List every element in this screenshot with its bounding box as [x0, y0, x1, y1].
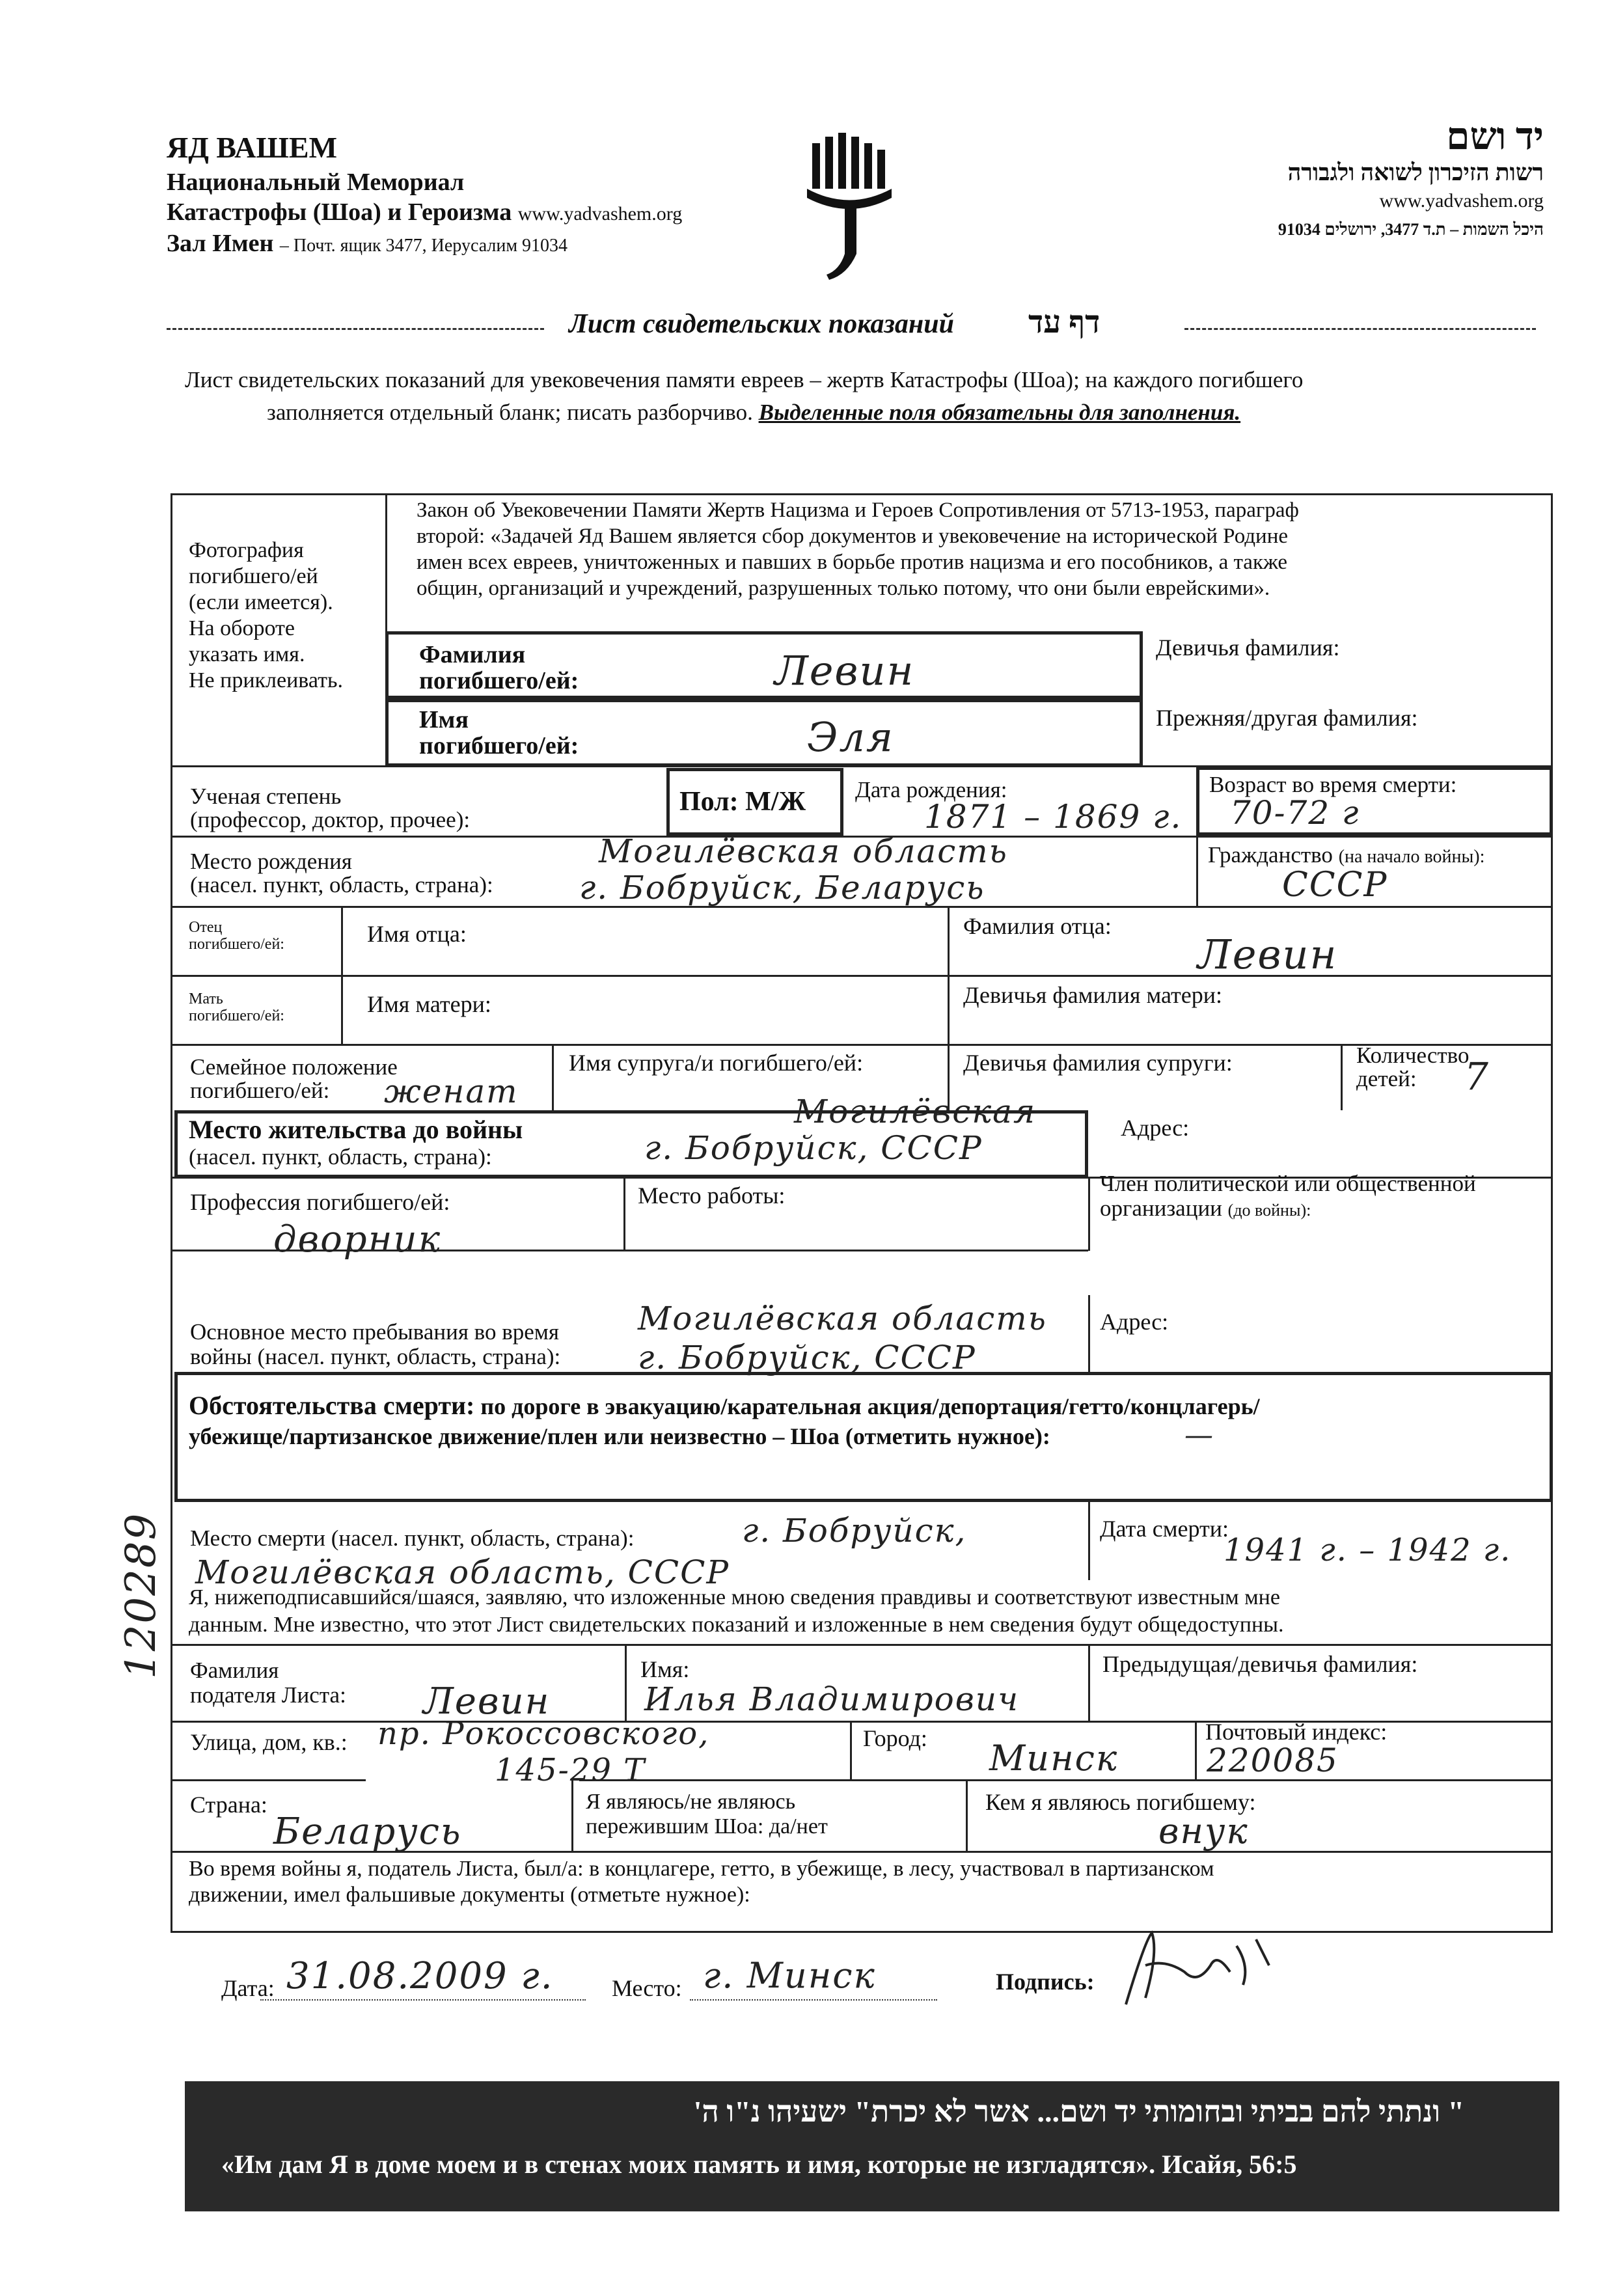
maiden-name-label: Девичья фамилия: — [1156, 635, 1340, 661]
other-name-label: Прежняя/другая фамилия: — [1156, 705, 1418, 731]
residence-label: Место жительства до войны — [189, 1115, 523, 1144]
submitter-street-value-line: 145-29 Т — [495, 1752, 646, 1788]
submitter-street-value-line: пр. Рокоссовского, — [377, 1715, 710, 1752]
law-text-line: общин, организаций и учреждений, разрушенных только потому, что они были еврейскими». — [417, 577, 1270, 600]
photo-note-line: указать имя. — [189, 642, 305, 666]
title-rule-right — [1184, 328, 1536, 330]
signature-date-value: 31.08.2009 г. — [286, 1955, 554, 1997]
header-ru-line3 — [167, 198, 682, 226]
title-he: דף עד — [1028, 305, 1101, 340]
residence-value-line: г. Бобруйск, СССР — [644, 1129, 983, 1167]
wartime-address-label: Адрес: — [1100, 1309, 1169, 1335]
victim-firstname-label — [419, 707, 579, 759]
survivor-label — [586, 1790, 828, 1839]
header-ru-org: ЯД ВАШЕМ — [167, 131, 337, 164]
wartime-place-value — [638, 1299, 1047, 1377]
signature-scribble — [1106, 1926, 1302, 2017]
membership-label-line2 — [1100, 1196, 1476, 1223]
cell-divider — [552, 1044, 554, 1110]
row-line — [171, 906, 1553, 908]
signature-label: Подпись: — [996, 1969, 1095, 1995]
membership-label-text: организации — [1100, 1196, 1222, 1221]
submitter-country-value: Беларусь — [273, 1811, 462, 1853]
law-text — [417, 497, 1299, 601]
cell-divider — [966, 1779, 968, 1851]
signature-place-label: Место: — [612, 1975, 682, 2001]
header-ru-line2: Национальный Мемориал — [167, 169, 465, 196]
intro-mandatory-note: Выделенные поля обязательны для заполнения. — [758, 400, 1241, 425]
circumstances-value: — — [1184, 1419, 1214, 1452]
row-line — [171, 1644, 1553, 1646]
death-date-label: Дата смерти: — [1100, 1516, 1229, 1542]
footer-quote-he: " ונתתי להם בביתי ובחומותי יד ושם... אשר לא יכרת" ישעיהו נ"ו ה' — [693, 2095, 1464, 2128]
profession-label: Профессия погибшего/ей: — [190, 1189, 450, 1215]
relation-value: внук — [1158, 1811, 1249, 1852]
victim-surname-label-line: погибшего/ей: — [419, 667, 579, 694]
survivor-label-line: Я являюсь/не являюсь — [586, 1790, 796, 1814]
children-value: 7 — [1464, 1054, 1490, 1099]
wartime-place-value-line: г. Бобруйск, СССР — [638, 1339, 976, 1376]
photo-note-line: Фотография — [189, 538, 304, 562]
mother-tag-line: Мать — [189, 991, 223, 1007]
citizenship-note: (на начало войны): — [1338, 847, 1485, 867]
residence-value — [644, 1093, 1036, 1166]
submitter-country-label: Страна: — [190, 1792, 267, 1818]
submitter-wartime-label-line: движении, имел фальшивые документы (отметьте нужное): — [189, 1883, 750, 1907]
children-label-line: Количество — [1356, 1043, 1470, 1068]
father-tag — [189, 919, 284, 953]
header-ru-hall-line — [167, 229, 568, 258]
signature-place-line — [690, 1999, 937, 2001]
family-status-value: женат — [384, 1073, 519, 1110]
family-status-label-line: Семейное положение — [190, 1054, 398, 1080]
cell-divider — [1088, 1644, 1090, 1721]
victim-surname-label — [419, 642, 579, 694]
birthplace-label — [190, 850, 493, 897]
row-line — [579, 1779, 1553, 1781]
row-line — [171, 1250, 1088, 1251]
declaration — [189, 1584, 1284, 1639]
residence-value-line: Могилёвская — [794, 1093, 1037, 1130]
submitter-street-label: Улица, дом, кв.: — [190, 1729, 348, 1755]
signature-place-value: г. Минск — [703, 1955, 876, 1996]
photo-note-line: Не приклеивать. — [189, 668, 343, 692]
circumstances-label: Обстоятельства смерти: — [189, 1391, 475, 1420]
victim-surname-value: Левин — [774, 647, 915, 694]
submitter-surname-label-line: Фамилия — [190, 1658, 279, 1683]
cell-divider — [1088, 1295, 1090, 1372]
law-text-line: второй: «Задачей Яд Вашем является сбор документов и увековечение на исторической Родине — [417, 525, 1289, 548]
father-surname-label: Фамилия отца: — [963, 913, 1112, 939]
cell-divider — [1195, 1721, 1197, 1779]
cell-divider — [850, 1721, 852, 1779]
membership-note: (до войны): — [1227, 1201, 1311, 1220]
row-line — [171, 1851, 1553, 1853]
cell-divider — [1088, 1502, 1090, 1580]
header-he-line2: רשות הזיכרון לשואה ולגבורה — [1287, 159, 1544, 185]
workplace-label: Место работы: — [638, 1182, 786, 1209]
declaration-line: данным. Мне известно, что этот Лист свидетельских показаний и изложенные в нем сведения будут общедоступны. — [189, 1613, 1284, 1637]
submitter-wartime-label — [189, 1856, 1214, 1908]
death-place-value-line: Могилёвская область, СССР — [195, 1553, 730, 1591]
victim-firstname-label-line: Имя — [419, 706, 469, 733]
birthplace-value — [579, 832, 1008, 907]
submitter-surname-label-line: подателя Листа: — [190, 1682, 346, 1708]
membership-label — [1100, 1171, 1476, 1223]
photo-note-line: погибшего/ей — [189, 564, 318, 588]
row-line — [171, 975, 1553, 977]
cell-divider — [625, 1644, 627, 1721]
mother-tag — [189, 991, 284, 1024]
birth-date-label: Дата рождения: — [855, 777, 1007, 802]
circumstances-options2: убежище/партизанское движение/плен или неизвестно – Шоа (отметить нужное): — [189, 1423, 1050, 1449]
death-date-value: 1941 г. – 1942 г. — [1224, 1532, 1512, 1568]
age-value: 70-72 г — [1230, 794, 1360, 832]
family-status-label — [190, 1056, 398, 1102]
header-ru-line3-text: Катастрофы (Шоа) и Героизма — [167, 198, 512, 226]
citizenship-label-wrap — [1208, 842, 1484, 868]
intro-line2-wrap — [267, 400, 1240, 426]
birthplace-value-line: Могилёвская область — [599, 832, 1008, 870]
yad-vashem-logo — [800, 130, 898, 280]
wartime-place-label-line: Основное место пребывания во время — [190, 1319, 560, 1345]
birthplace-value-line: г. Бобруйск, Беларусь — [579, 869, 985, 907]
victim-firstname-value: Эля — [807, 713, 894, 761]
birth-date-value: 1871 – 1869 г. — [924, 798, 1183, 836]
signature-date-label: Дата: — [221, 1975, 275, 2001]
wartime-place-label-line: войны (насел. пункт, область, страна): — [190, 1344, 561, 1369]
father-surname-value: Левин — [1197, 931, 1338, 978]
header-he-org: יד ושם — [1446, 115, 1544, 157]
death-place-label: Место смерти (насел. пункт, область, страна): — [190, 1525, 635, 1551]
cell-divider — [1341, 1044, 1343, 1110]
spouse-name-label: Имя супруга/и погибшего/ей: — [569, 1050, 864, 1076]
intro-line2: заполняется отдельный бланк; писать разборчиво. — [267, 400, 753, 425]
submitter-city-label: Город: — [863, 1725, 927, 1751]
photo-note — [189, 538, 343, 694]
age-label: Возраст во время смерти: — [1209, 772, 1457, 797]
submitter-wartime-label-line: Во время войны я, податель Листа, был/а: в концлагере, гетто, в убежище, в лесу, участвовал в партизанском — [189, 1857, 1214, 1881]
circumstances-line1 — [189, 1390, 1260, 1421]
degree-label-line: Ученая степень — [190, 784, 342, 809]
submitter-prev-name-label: Предыдущая/девичья фамилия: — [1102, 1651, 1418, 1677]
sex-label: Пол: М/Ж — [679, 787, 806, 817]
wartime-place-value-line: Могилёвская область — [638, 1300, 1047, 1337]
submitter-surname-label — [190, 1658, 346, 1708]
photo-note-line: (если имеется). — [189, 590, 333, 614]
birthplace-label-line: Место рождения — [190, 849, 352, 874]
relation-label: Кем я являюсь погибшему: — [985, 1789, 1256, 1815]
survivor-label-line: пережившим Шоа: да/нет — [586, 1814, 828, 1838]
children-label-line: детей: — [1356, 1066, 1417, 1091]
declaration-line: Я, нижеподписавшийся/шаяся, заявляю, что изложенные мною сведения правдивы и соответствуют известным мне — [189, 1585, 1280, 1609]
death-place-value — [182, 1510, 966, 1593]
wartime-place-label — [190, 1320, 560, 1369]
circumstances-options1: по дороге в эвакуацию/карательная акция/депортация/гетто/концлагерь/ — [480, 1393, 1260, 1419]
birthplace-label-line: (насел. пункт, область, страна): — [190, 872, 493, 897]
law-text-line: Закон об Увековечении Памяти Жертв Нацизма и Героев Сопротивления от 5713-1953, параграф — [417, 499, 1299, 522]
father-name-label: Имя отца: — [367, 921, 467, 947]
title-ru: Лист свидетельских показаний — [569, 309, 954, 339]
side-registration-number: 120289 — [117, 1512, 165, 1679]
submitter-name-value: Илья Владимирович — [644, 1680, 1020, 1718]
spouse-maiden-label: Девичья фамилия супруги: — [963, 1050, 1233, 1076]
membership-label-line: Член политической или общественной — [1100, 1171, 1476, 1196]
citizenship-label: Гражданство — [1208, 842, 1333, 868]
cell-divider — [571, 1779, 573, 1851]
mother-tag-line: погибшего/ей: — [189, 1007, 284, 1024]
residence-note: (насел. пункт, область, страна): — [189, 1144, 492, 1169]
header-he-address: היכל השמות – ת.ד 3477, ירושלים 91034 — [1278, 220, 1544, 239]
submitter-zip-label: Почтовый индекс: — [1205, 1719, 1388, 1745]
header-ru-url: www.yadvashem.org — [517, 203, 683, 225]
submitter-surname-value: Левин — [423, 1680, 551, 1723]
row-line — [171, 1044, 1553, 1046]
footer-quote-ru: «Им дам Я в доме моем и в стенах моих память и имя, которые не изгладятся». Исайя, 56:5 — [221, 2150, 1297, 2179]
intro-line1: Лист свидетельских показаний для увековечения памяти евреев – жертв Катастрофы (Шоа); на каждого погибшего — [185, 367, 1304, 392]
victim-surname-label-line: Фамилия — [419, 641, 526, 668]
cell-divider — [1196, 836, 1198, 906]
cell-divider — [623, 1177, 625, 1251]
father-tag-line: погибшего/ей: — [189, 936, 284, 953]
submitter-name-label: Имя: — [640, 1656, 690, 1682]
degree-label — [190, 785, 470, 832]
victim-firstname-label-line: погибшего/ей: — [419, 732, 579, 759]
residence-address-label: Адрес: — [1121, 1115, 1190, 1141]
death-place-value-line: г. Бобруйск, — [742, 1512, 967, 1550]
header-he-url: www.yadvashem.org — [1379, 190, 1544, 212]
mother-name-label: Имя матери: — [367, 991, 491, 1017]
header-ru-hall: Зал Имен — [167, 230, 274, 257]
submitter-city-value: Минск — [989, 1738, 1119, 1779]
submitter-zip-value: 220085 — [1207, 1742, 1339, 1779]
photo-note-line: На обороте — [189, 616, 295, 640]
signature-date-line — [260, 1999, 586, 2001]
degree-label-line: (профессор, доктор, прочее): — [190, 807, 471, 832]
children-label — [1356, 1044, 1469, 1091]
title-rule-left — [167, 328, 544, 330]
family-status-label-line: погибшего/ей: — [190, 1078, 330, 1103]
father-tag-line: Отец — [189, 919, 223, 936]
profession-value: дворник — [273, 1218, 442, 1261]
row-line — [171, 1779, 366, 1781]
submitter-street-value — [377, 1715, 709, 1788]
mother-maiden-label: Девичья фамилия матери: — [963, 982, 1223, 1008]
header-ru-address: – Почт. ящик 3477, Иерусалим 91034 — [279, 236, 568, 256]
cell-divider — [1088, 1177, 1090, 1251]
citizenship-value: СССР — [1282, 866, 1388, 905]
law-text-line: имен всех евреев, уничтоженных и павших в борьбе против нацизма и его пособников, а также — [417, 551, 1287, 574]
